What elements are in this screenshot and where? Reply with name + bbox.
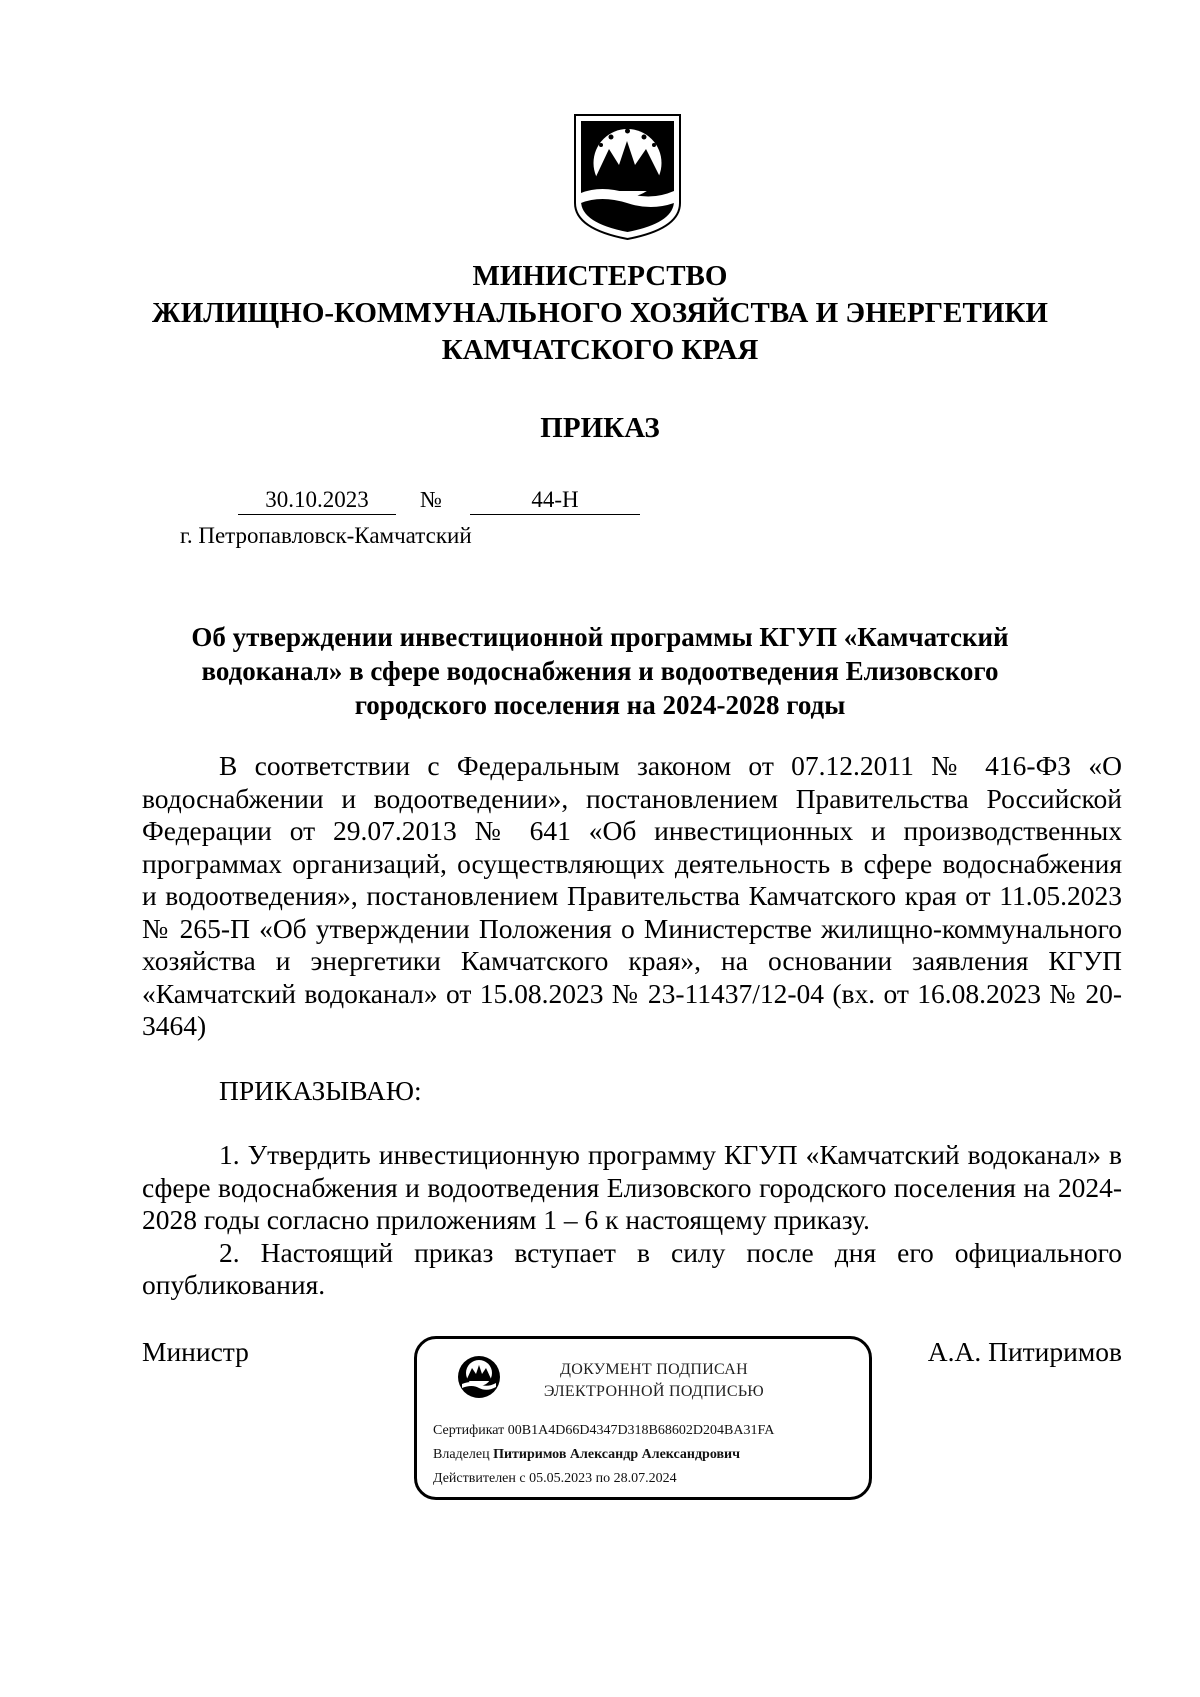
prikazyvayu-heading: ПРИКАЗЫВАЮ: [219, 1075, 422, 1106]
stamp-certificate-value: 00B1A4D66D4347D318B68602D204BA31FA [507, 1423, 775, 1438]
ministry-name-line3: КАМЧАТСКОГО КРАЯ [441, 334, 759, 366]
preamble-text: В соответствии с Федеральным законом от 07.12.2011 № 416-ФЗ «О водоснабжении и водоотведении», постановлением Правительства Российской Федерации от 29.07.2013 № 641 «Об инвестиционных и производственных программах организаций, осуществляющих деятельность в сфере водоснабжения и водоотведения», постановлением Правительства Камчатского края от 11.05.2023 № 265-П «Об утверждении Положения о Министерстве жилищно-коммунального хозяйства и энергетики Камчатского края», на основании заявления КГУП «Камчатский водоканал» от 15.08.2023 № 23-11437/12-04 (вх. от 16.08.2023 № 20-3464) [142, 750, 1122, 1041]
order-date: 30.10.2023 [238, 486, 396, 515]
stamp-validity [433, 1470, 677, 1488]
order-item-2: 2. Настоящий приказ вступает в силу после дня его официального опубликования. [142, 1236, 1122, 1300]
stamp-owner-label: Владелец [433, 1447, 490, 1462]
stamp-header [524, 1359, 784, 1403]
stamp-owner [433, 1446, 740, 1464]
signer-position: Министр [142, 1336, 249, 1367]
order-subject [0, 620, 1200, 722]
stamp-valid-label: Действителен с [433, 1471, 526, 1486]
order-subject-line2: водоканал» в сфере водоснабжения и водоотведения Елизовского [201, 656, 999, 686]
electronic-signature-stamp [414, 1336, 872, 1500]
stamp-valid-to-label: по [595, 1471, 611, 1486]
ministry-name-line1: МИНИСТЕРСТВО [472, 260, 728, 292]
stamp-emblem-icon [456, 1354, 502, 1400]
order-subject-line3: городского поселения на 2024-2028 годы [354, 690, 846, 720]
preamble-paragraph [142, 750, 1122, 1043]
order-number: 44-Н [470, 486, 640, 515]
stamp-header-line1: ДОКУМЕНТ ПОДПИСАН [560, 1361, 748, 1378]
number-sign: № [420, 487, 442, 512]
stamp-certificate-label: Сертификат [433, 1423, 505, 1438]
stamp-owner-value: Питиримов Александр Александрович [493, 1447, 740, 1462]
coat-of-arms-icon [571, 111, 684, 241]
order-item-1: 1. Утвердить инвестиционную программу КГУП «Камчатский водоканал» в сфере водоснабжения и водоотведения Елизовского городского поселения на 2024-2028 годы согласно приложениям 1 – 6 к настоящему приказу. [142, 1139, 1122, 1235]
signer-name: А.А. Питиримов [927, 1336, 1122, 1367]
ministry-name-line2: ЖИЛИЩНО-КОММУНАЛЬНОГО ХОЗЯЙСТВА И ЭНЕРГЕТИКИ [152, 297, 1048, 329]
order-subject-line1: Об утверждении инвестиционной программы КГУП «Камчатский [191, 622, 1009, 652]
stamp-valid-from: 05.05.2023 [529, 1471, 593, 1486]
order-city: г. Петропавловск-Камчатский [180, 523, 472, 548]
stamp-header-line2: ЭЛЕКТРОННОЙ ПОДПИСЬЮ [543, 1383, 765, 1400]
document-type-title: ПРИКАЗ [540, 412, 660, 444]
order-items [142, 1139, 1122, 1302]
stamp-certificate [433, 1422, 774, 1440]
stamp-valid-to: 28.07.2024 [613, 1471, 677, 1486]
